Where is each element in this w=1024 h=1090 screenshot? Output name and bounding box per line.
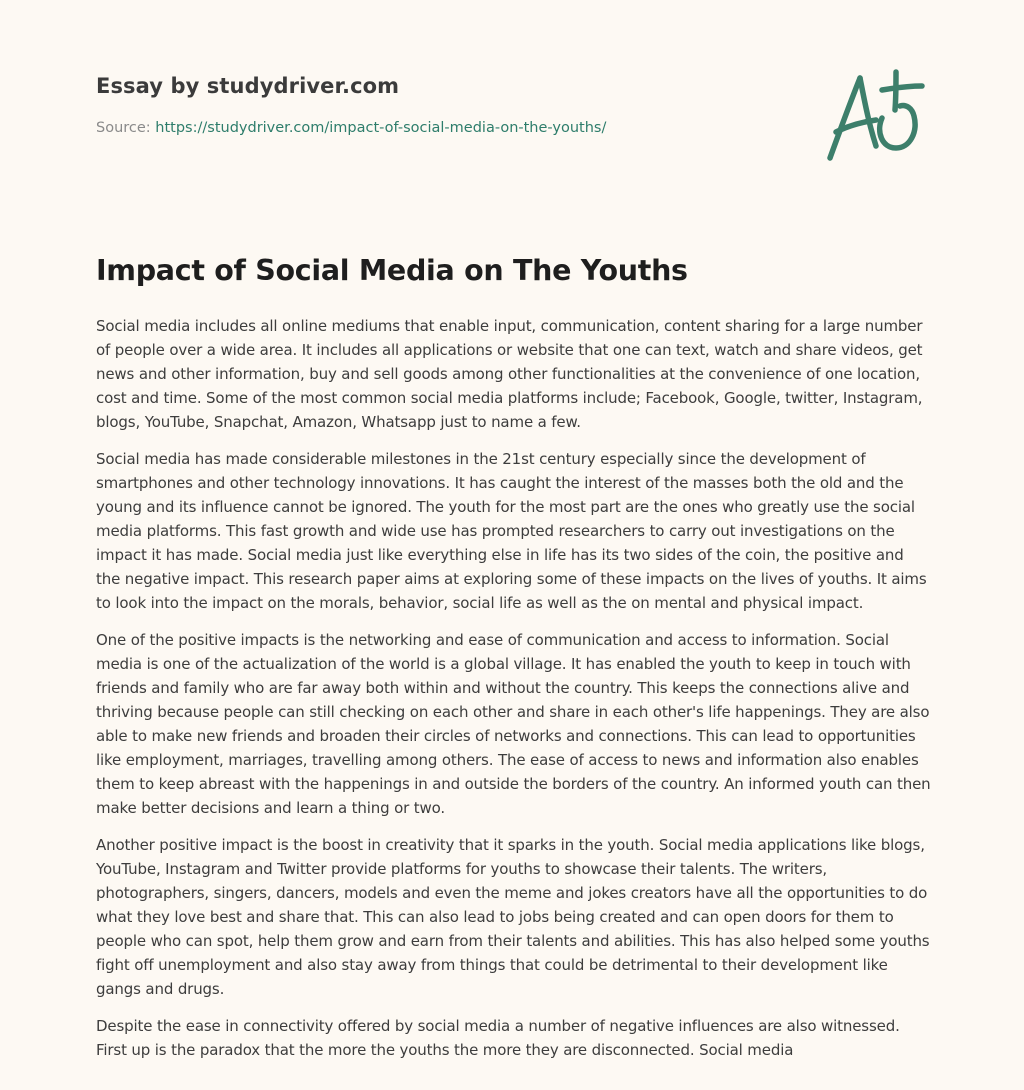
paragraph: Social media includes all online mediums that enable input, communication, content sharing for a large number of people over a wide area. It includes all applications or website that one can text, watch and share videos, get news and other information, buy and sell goods among other functionalities at the convenience of one location, cost and time. Some of the most common social media platforms include; Facebook, Google, twitter, Instagram, blogs, YouTube, Snapchat, Amazon, Whatsapp just to name a few. — [96, 317, 923, 431]
essay-header — [96, 74, 796, 136]
paragraph: Another positive impact is the boost in creativity that it sparks in the youth. Social media applications like blogs, YouTube, Instagram and Twitter provide platforms for youths to showcase their talents. The writers, photographers, singers, dancers, models and even the meme and jokes creators have all the opportunities to do what they love best and share that. This can also lead to jobs being created and can open doors for them to people who can spot, help them grow and earn from their talents and abilities. This has also helped some youths fight off unemployment and also stay away from things that could be detrimental to their development like gangs and drugs. — [96, 836, 930, 998]
a-plus-grade-icon — [822, 66, 928, 166]
paragraph: Despite the ease in connectivity offered by social media a number of negative influences are also witnessed. First up is the paradox that the more the youths the more they are disconnected. Social media — [96, 1017, 900, 1059]
source-link[interactable]: https://studydriver.com/impact-of-social-media-on-the-youths/ — [155, 120, 607, 136]
essay-title: Impact of Social Media on The Youths — [96, 254, 688, 287]
brand-title: Essay by studydriver.com — [96, 74, 400, 98]
paragraph: Social media has made considerable milestones in the 21st century especially since the development of smartphones and other technology innovations. It has caught the interest of the masses both the old and the young and its influence cannot be ignored. The youth for the most part are the ones who greatly use the social media platforms. This fast growth and wide use has prompted researchers to carry out investigations on the impact it has made. Social media just like everything else in life has its two sides of the coin, the positive and the negative impact. This research paper aims at exploring some of these impacts on the lives of youths. It aims to look into the impact on the morals, behavior, social life as well as the on mental and physical impact. — [96, 450, 927, 612]
source-line — [96, 120, 796, 136]
paragraph: One of the positive impacts is the networking and ease of communication and access to information. Social media is one of the actualization of the world is a global village. It has enabled the youth to keep in touch with friends and family who are far away both within and without the country. This keeps the connections alive and thriving because people can still checking on each other and share in each other's life happenings. They are also able to make new friends and broaden their circles of networks and connections. This can lead to opportunities like employment, marriages, travelling among others. The ease of access to news and information also enables them to keep abreast with the happenings in and outside the borders of the country. An informed youth can then make better decisions and learn a thing or two. — [96, 631, 931, 817]
source-label: Source: — [96, 120, 151, 136]
essay-body — [96, 314, 932, 1075]
